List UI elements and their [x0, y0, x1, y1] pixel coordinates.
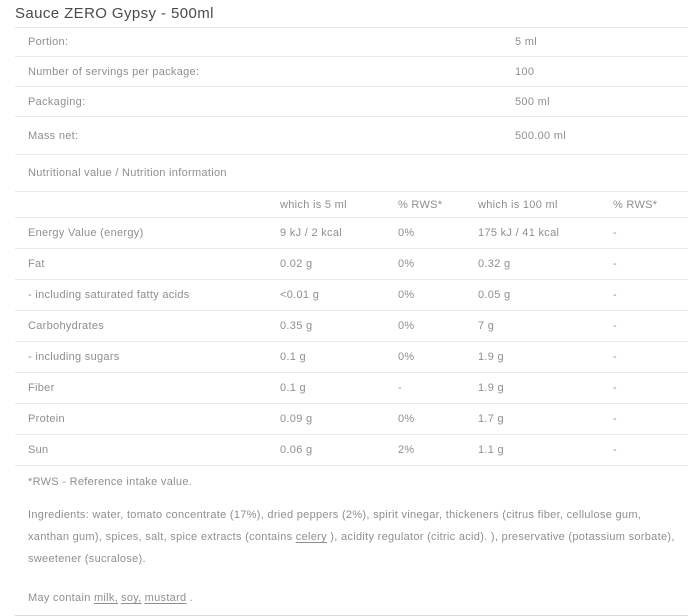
nutrition-row-salt [15, 435, 688, 466]
nutrient-per-portion: 0.09 g [280, 413, 313, 425]
nutrient-per-100: 1.9 g [478, 351, 504, 363]
column-header-per-portion: which is 5 ml [280, 198, 347, 211]
celery-allergen-link[interactable]: celery [295, 531, 327, 543]
info-row-servings [15, 57, 688, 87]
product-detail-panel [15, 0, 688, 616]
nutrient-rws-portion: 2% [398, 444, 415, 456]
nutrient-rws-100: - [613, 289, 617, 301]
mustard-allergen-link[interactable]: mustard [144, 592, 187, 604]
nutrient-label: Fiber [28, 382, 55, 394]
nutrient-rws-100: - [613, 382, 617, 394]
nutrition-row-energy [15, 218, 688, 249]
nutrient-per-100: 0.32 g [478, 258, 511, 270]
may-contain-line [15, 591, 688, 605]
info-label: Number of servings per package: [28, 65, 200, 78]
nutrient-rws-100: - [613, 320, 617, 332]
info-value: 100 [515, 65, 535, 78]
nutrient-per-portion: 0.06 g [280, 444, 313, 456]
nutrient-rws-100: - [613, 258, 617, 270]
info-value: 500.00 ml [515, 129, 567, 142]
nutrient-rws-portion: 0% [398, 227, 415, 239]
milk-allergen-link[interactable]: milk, [93, 592, 119, 604]
info-row-portion [15, 28, 688, 57]
nutrient-label: Fat [28, 258, 45, 270]
nutrient-label: Protein [28, 413, 65, 425]
nutrition-section-title-row [15, 155, 688, 192]
nutrient-per-100: 7 g [478, 320, 495, 332]
nutrition-row-carbohydrates [15, 311, 688, 342]
page-title: Sauce ZERO Gypsy - 500ml [15, 5, 214, 22]
may-contain-prefix: May contain [28, 592, 91, 604]
nutrient-label: Carbohydrates [28, 320, 105, 332]
ingredients-text-after: ), acidity regulator (citric acid). ), preservative (potassium sorbate), sweetener (sucralose). [28, 531, 675, 565]
nutrient-rws-100: - [613, 413, 617, 425]
nutrition-section-title: Nutritional value / Nutrition information [28, 167, 227, 179]
ingredients-paragraph [15, 504, 675, 570]
nutrient-label: - including saturated fatty acids [28, 289, 190, 301]
nutrient-per-100: 0.05 g [478, 289, 511, 301]
nutrient-rws-100: - [613, 444, 617, 456]
nutrient-per-portion: 0.1 g [280, 382, 306, 394]
nutrient-per-portion: 9 kJ / 2 kcal [280, 227, 342, 239]
nutrient-per-100: 1.7 g [478, 413, 504, 425]
column-header-rws-portion: % RWS* [398, 198, 443, 211]
nutrient-label: Sun [28, 444, 49, 456]
nutrient-rws-portion: 0% [398, 413, 415, 425]
nutrient-per-100: 175 kJ / 41 kcal [478, 227, 560, 239]
nutrition-row-fat [15, 249, 688, 280]
nutrient-per-100: 1.9 g [478, 382, 504, 394]
column-header-per-100: which is 100 ml [478, 198, 558, 211]
rws-footnote: *RWS - Reference intake value. [28, 476, 193, 488]
nutrition-row-fiber [15, 373, 688, 404]
nutrition-row-saturated-fat [15, 280, 688, 311]
info-value: 500 ml [515, 95, 550, 108]
nutrient-label: - including sugars [28, 351, 120, 363]
info-value: 5 ml [515, 36, 537, 48]
info-row-mass-net [15, 117, 688, 155]
ingredients-text: Ingredients: water, tomato concentrate (17%), dried peppers (2%), spirit vinegar, thickeners (citrus fiber, cellulose gum, xanthan gum), spices, salt, spice extracts (contains [28, 509, 642, 543]
info-label: Mass net: [28, 129, 79, 142]
nutrient-rws-portion: - [398, 382, 402, 394]
nutrient-per-100: 1.1 g [478, 444, 504, 456]
may-contain-suffix: . [189, 592, 193, 604]
nutrient-rws-100: - [613, 351, 617, 363]
nutrient-label: Energy Value (energy) [28, 227, 144, 239]
nutrient-rws-portion: 0% [398, 289, 415, 301]
nutrient-per-portion: 0.1 g [280, 351, 306, 363]
nutrient-rws-portion: 0% [398, 351, 415, 363]
info-row-packaging [15, 87, 688, 117]
nutrition-table-header [15, 192, 688, 218]
nutrient-rws-100: - [613, 227, 617, 239]
nutrient-per-portion: 0.02 g [280, 258, 313, 270]
nutrition-row-sugars [15, 342, 688, 373]
nutrient-per-portion: 0.35 g [280, 320, 313, 332]
info-label: Packaging: [28, 95, 86, 108]
nutrition-row-protein [15, 404, 688, 435]
nutrient-rws-portion: 0% [398, 258, 415, 270]
column-header-rws-100: % RWS* [613, 198, 658, 211]
info-label: Portion: [28, 36, 69, 48]
soy-allergen-link[interactable]: soy, [121, 592, 142, 604]
nutrient-rws-portion: 0% [398, 320, 415, 332]
nutrient-per-portion: <0.01 g [280, 289, 320, 301]
title-row [15, 0, 688, 28]
